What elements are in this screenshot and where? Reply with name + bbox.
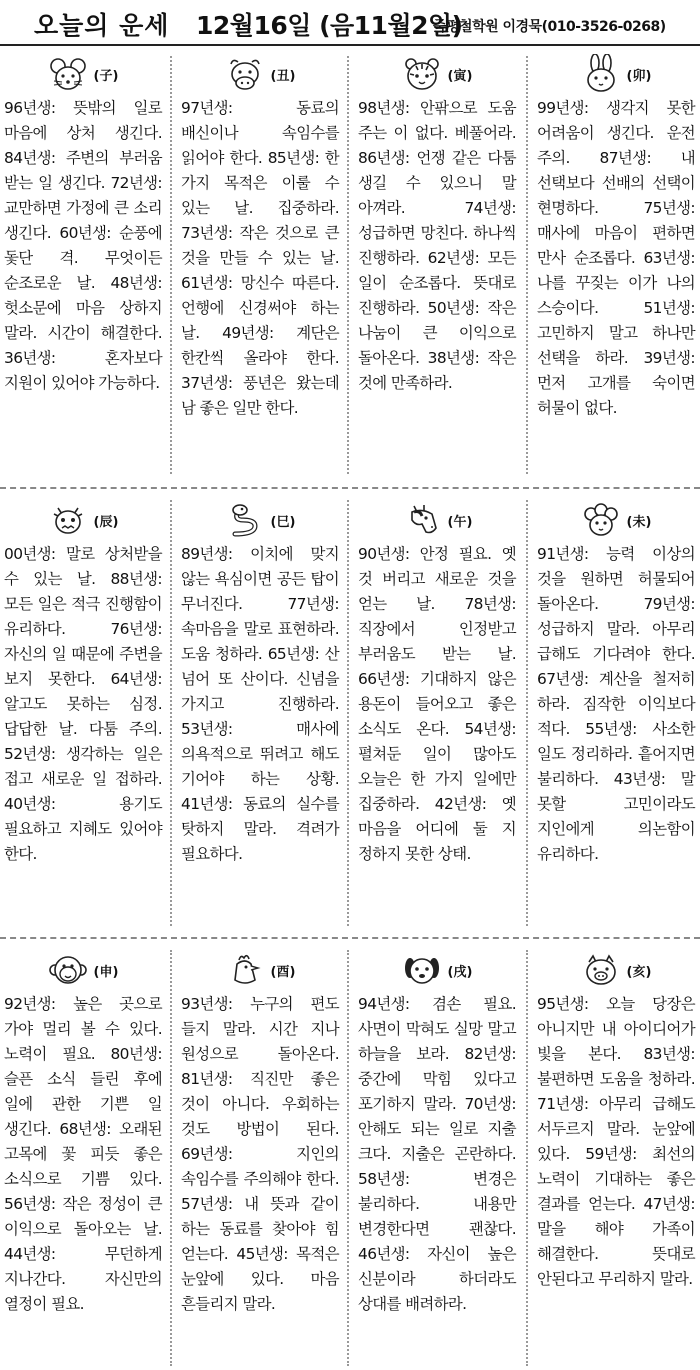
fortune-text: 99년생: 생각지 못한 어려움이 생긴다. 운전 주의. 87년생: 내 선택보다 선배의 선택이 현명하다. 75년생: 매사에 마음이 편하면 만사 순조롭다. 63년생: 나를 꾸짖는 이가 나의 스승이다. 51년생: 고민하지 말고 하나만 선택을 하라. 39년생: 먼저 고개를 숙이면 허물이 없다. [537, 99, 695, 417]
zodiac-label: (辰) [93, 514, 119, 530]
row-divider [0, 937, 700, 939]
fortune-text: 95년생: 오늘 당장은 아니지만 내 아이디어가 빛을 본다. 83년생: 불편하면 도움을 청하라. 71년생: 아무리 급해도 서두르지 말라. 눈앞에 있다. 59년생: 최선의 노력이 기대하는 좋은 결과를 얻는다. 47년생: 말을 해야 가족이 해결한다. 뜻대로 안된다고 무리하지 말라. [537, 995, 695, 1288]
zodiac-label: (午) [447, 514, 473, 530]
column-divider [526, 500, 528, 926]
pig-icon [581, 950, 621, 990]
date-label: 12월16일 (음11월2일) [196, 11, 463, 40]
fortune-text: 93년생: 누구의 편도 들지 말라. 시간 지나 원성으로 돌아온다. 81년생: 직진만 좋은 것이 아니다. 우회하는 것도 방법이 된다. 69년생: 지인의 속임수를 주의해야 한다. 57년생: 내 뜻과 같이 하는 동료를 찾아야 힘 얻는다. 45년생: 목적은 눈앞에 있다. 마음 흔들리지 말라. [181, 995, 339, 1313]
rabbit-icon [581, 54, 621, 94]
fortune-cell-monkey [4, 948, 162, 1317]
fortune-cell-sheep [537, 498, 695, 867]
sheep-icon [581, 500, 621, 540]
zodiac-label: (卯) [626, 68, 652, 84]
tiger-icon [402, 54, 442, 94]
column-divider [526, 56, 528, 474]
fortune-text: 91년생: 능력 이상의 것을 원하면 허물되어 돌아온다. 79년생: 성급하지 말라. 아무리 급해도 기다려야 한다. 67년생: 계산을 철저히 하라. 짐작한 이익보다 적다. 55년생: 사소한 일도 정리하라. 흩어지면 불리하다. 43년생: 말 못할 고민이라도 지인에게 의논함이 유리하다. [537, 545, 695, 863]
zodiac-label: (亥) [626, 964, 652, 980]
fortune-text: 98년생: 안팎으로 도움 주는 이 없다. 베풀어라. 86년생: 언쟁 같은 다툼 생길 수 있으니 말 아껴라. 74년생: 성급하면 망친다. 하나씩 진행하라. 62년생: 모든 일이 순조롭다. 뜻대로 진행하라. 50년생: 작은 나눔이 큰 이익으로 돌아온다. 38년생: 작은 것에 만족하라. [358, 99, 516, 392]
fortune-cell-rat [4, 52, 162, 396]
zodiac-label: (寅) [447, 68, 473, 84]
ox-icon [225, 54, 265, 94]
header-rule [0, 44, 700, 46]
fortune-cell-horse [358, 498, 516, 867]
dog-icon [402, 950, 442, 990]
fortune-cell-dragon [4, 498, 162, 867]
credit-label: 죽평철학원 이경묵(010-3526-0268) [433, 19, 666, 35]
zodiac-label: (戌) [447, 964, 473, 980]
zodiac-label: (丑) [270, 68, 296, 84]
fortune-cell-ox [181, 52, 339, 421]
fortune-text: 97년생: 동료의 배신이나 속임수를 읽어야 한다. 85년생: 한 가지 목적은 이룰 수 있는 날. 집중하라. 73년생: 작은 것으로 큰 것을 만들 수 있는 날. 61년생: 망신수 따른다. 언행에 신경써야 하는 날. 49년생: 계단은 한칸씩 올라야 한다. 37년생: 풍년은 왔는데 남 좋은 일만 한다. [181, 99, 339, 417]
rat-icon [48, 54, 88, 94]
dragon-icon [48, 500, 88, 540]
zodiac-label: (酉) [270, 964, 296, 980]
fortune-cell-pig [537, 948, 695, 1292]
monkey-icon [48, 950, 88, 990]
zodiac-label: (申) [93, 964, 119, 980]
column-divider [347, 950, 349, 1366]
fortune-cell-snake [181, 498, 339, 867]
fortune-text: 89년생: 이치에 맞지 않는 욕심이면 공든 탑이 무너진다. 77년생: 속마음을 말로 표현하라. 도움 청하라. 65년생: 산 넘어 또 산이다. 신념을 가지고 진행하라. 53년생: 매사에 의욕적으로 뛰려고 해도 기어야 하는 상황. 41년생: 동료의 실수를 탓하지 말라. 격려가 필요하다. [181, 545, 339, 863]
fortune-cell-rabbit [537, 52, 695, 421]
row-divider [0, 487, 700, 489]
fortune-text: 92년생: 높은 곳으로 가야 멀리 볼 수 있다. 노력이 필요. 80년생: 슬픈 소식 들린 후에 일에 관한 기쁜 일 생긴다. 68년생: 오래된 고목에 꽃 피듯 좋은 소식으로 기쁨 있다. 56년생: 작은 정성이 큰 이익으로 돌아오는 날. 44년생: 무던하게 지나간다. 자신만의 열정이 필요. [4, 995, 162, 1313]
snake-icon [225, 500, 265, 540]
fortune-text: 00년생: 말로 상처받을 수 있는 날. 88년생: 모든 일은 적극 진행함이 유리하다. 76년생: 자신의 일 때문에 주변을 보지 못한다. 64년생: 알고도 못하는 심정. 답답한 날. 다툼 주의. 52년생: 생각하는 일은 접고 새로운 일 접하라. 40년생: 용기도 필요하고 지혜도 있어야 한다. [4, 545, 162, 863]
horse-icon [402, 500, 442, 540]
column-divider [526, 950, 528, 1366]
zodiac-label: (子) [93, 68, 119, 84]
fortune-text: 94년생: 겸손 필요. 사면이 막혀도 실망 말고 하늘을 보라. 82년생: 중간에 막힘 있다고 포기하지 말라. 70년생: 안해도 되는 일로 지출 크다. 지출은 곤란하다. 58년생: 변경은 불리하다. 내용만 변경한다면 괜찮다. 46년생: 자신이 높은 신분이라 하더라도 상대를 배려하라. [358, 995, 516, 1313]
fortune-cell-dog [358, 948, 516, 1317]
column-divider [170, 56, 172, 474]
column-divider [347, 500, 349, 926]
column-divider [347, 56, 349, 474]
column-divider [170, 500, 172, 926]
page-title: 오늘의 운세 [34, 11, 170, 40]
rooster-icon [225, 950, 265, 990]
zodiac-label: (未) [626, 514, 652, 530]
fortune-text: 96년생: 뜻밖의 일로 마음에 상처 생긴다. 84년생: 주변의 부러움 받는 일 생긴다. 72년생: 교만하면 가정에 큰 소리 생긴다. 60년생: 순풍에 돛단 격. 무엇이든 순조로운 날. 48년생: 헛소문에 마음 상하지 말라. 시간이 해결한다. 36년생: 혼자보다 지원이 있어야 가능하다. [4, 99, 162, 392]
column-divider [170, 950, 172, 1366]
header [0, 0, 700, 42]
zodiac-label: (巳) [270, 514, 296, 530]
fortune-cell-rooster [181, 948, 339, 1317]
fortune-text: 90년생: 안정 필요. 옛 것 버리고 새로운 것을 얻는 날. 78년생: 직장에서 인정받고 부러움도 받는 날. 66년생: 기대하지 않은 용돈이 들어오고 좋은 소식도 온다. 54년생: 펼쳐둔 일이 많아도 오늘은 한 가지 일에만 집중하라. 42년생: 옛 마음을 어디에 둘 지 정하지 못한 상태. [358, 545, 516, 863]
fortune-cell-tiger [358, 52, 516, 396]
